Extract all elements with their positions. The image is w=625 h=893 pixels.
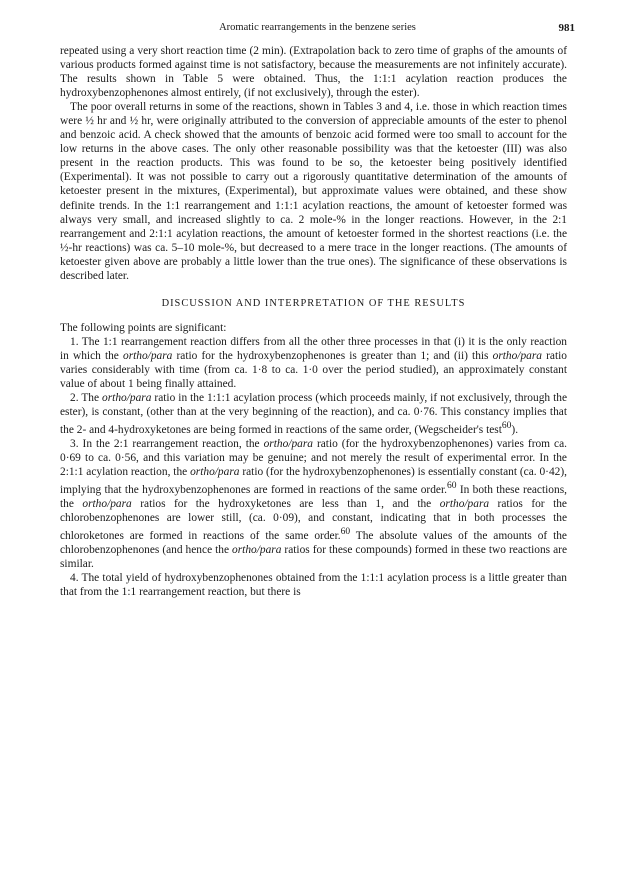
- ratio-term: ortho/para: [123, 349, 173, 362]
- point-1-text-b: ratio for the hydroxybenzophenones is greater than 1; and (ii) this: [172, 349, 493, 362]
- paragraph-ketoester: The poor overall returns in some of the reactions, shown in Tables 3 and 4, i.e. those in which reaction times were ½ hr and ½ hr, were originally attributed to the conversion of appreciable amounts of the ester to phenol and benzoic acid. A check showed that the amounts of benzoic acid formed were too small to account for the low returns in the above cases. The only other reasonable possibility was that the ketoester (III) was also present in the reaction products. This was found to be so, the ketoester being positively identified (Experimental). It was not possible to carry out a rigorously quantitative determination of the amounts of ketoester present in the mixtures, (Experimental), but approximate values were obtained, and these show definite trends. In the 1:1 rearrangement and 1:1:1 acylation reactions, the amount of ketoester formed was always very small, and increased slightly to ca. 2 mole-% in the longer reactions. However, in the 2:1 rearrangement and 2:1:1 acylation reactions, the amount of ketoester formed in the shortest reactions (i.e. the ½-hr reactions) was ca. 5–10 mole-%, but decreased to a mere trace in the longer reactions. (The amounts of ketoester given above are probably a little lower than the true ones). The significance of these observations is described later.: [60, 101, 567, 282]
- point-2: [60, 391, 567, 437]
- point-4: 4. The total yield of hydroxybenzophenones obtained from the 1:1:1 acylation process is a little greater than that from the 1:1 rearrangement reaction, but there is: [60, 572, 567, 599]
- point-3-text-g: The absolute values of the amounts of the chlorobenzophenones (and hence the: [60, 529, 567, 556]
- point-2-text-b: ratio in the 1:1:1 acylation process (which proceeds mainly, if not exclusively, through the ester), is constant, (other than at the very beginning of the reaction), and ca. 0·76. This constancy implies that the 2- and 4-hydroxyketones are being formed in reactions of the same order, (Wegscheider's test: [60, 392, 567, 436]
- point-2-text-c: ).: [511, 423, 519, 436]
- point-1-text-a: 1. The 1:1 rearrangement reaction differs from all the other three processes in that (i) it is the only reaction in which the: [60, 335, 567, 362]
- point-3-text-a: 3. In the 2:1 rearrangement reaction, the: [70, 438, 264, 451]
- point-3-text-h: ratios for these compounds) formed in these two reactions are similar.: [60, 543, 568, 570]
- reference-superscript: 60: [340, 527, 351, 538]
- point-3-text-e: ratios for the hydroxyketones are less than 1, and the: [131, 498, 440, 510]
- ratio-term: ortho/para: [439, 498, 490, 510]
- ratio-term: ortho/para: [82, 498, 132, 510]
- point-3-text-c: ratio (for the hydroxybenzophenones) is essentially constant (ca. 0·42), implying that the hydroxybenzophenones are formed in reactions of the same order.: [60, 466, 567, 496]
- section-intro: The following points are significant:: [60, 321, 227, 334]
- point-3-text-b: ratio (for the hydroxybenzophenones) varies from ca. 0·69 to ca. 0·56, and this variation may be genuine; and not merely the result of experimental error. In the 2:1:1 acylation reaction, the: [60, 438, 567, 479]
- article-body: [60, 44, 567, 599]
- ratio-term: ortho/para: [102, 392, 152, 405]
- point-2-text-a: 2. The: [70, 392, 103, 405]
- paragraph-continued: repeated using a very short reaction time (2 min). (Extrapolation back to zero time of graphs of the amounts of various products formed against time is not satisfactory, because the measurements are not infinitely accurate). The results shown in Table 5 were obtained. Thus, the 1:1:1 acylation reaction produces the hydroxybenzophenones almost entirely, (if not exclusively), through the ester).: [60, 45, 567, 100]
- running-title: Aromatic rearrangements in the benzene series: [219, 22, 416, 33]
- ratio-term: ortho/para: [232, 543, 282, 556]
- section-heading: DISCUSSION AND INTERPRETATION OF THE RESULTS: [161, 297, 466, 309]
- ratio-term: ortho/para: [190, 466, 240, 479]
- point-3: [60, 437, 567, 571]
- ratio-term: ortho/para: [492, 349, 542, 362]
- reference-superscript: 60: [501, 421, 512, 432]
- page-number: 981: [558, 22, 575, 34]
- ratio-term: ortho/para: [263, 438, 313, 451]
- point-3-text-d: In both these reactions, the: [60, 483, 567, 510]
- point-1-text-c: ratio varies considerably with time (from ca. 1·8 to ca. 1·0 over the period studied), an approximately constant value of about 1 being finally attained.: [60, 349, 567, 391]
- point-3-text-f: ratios for the chlorobenzophenones are lower still, (ca. 0·09), and constant, indicating that in both processes the chloroketones are formed in reactions of the same order.: [60, 498, 567, 542]
- reference-superscript: 60: [446, 481, 457, 492]
- point-1: [60, 335, 567, 391]
- running-header: [60, 22, 575, 40]
